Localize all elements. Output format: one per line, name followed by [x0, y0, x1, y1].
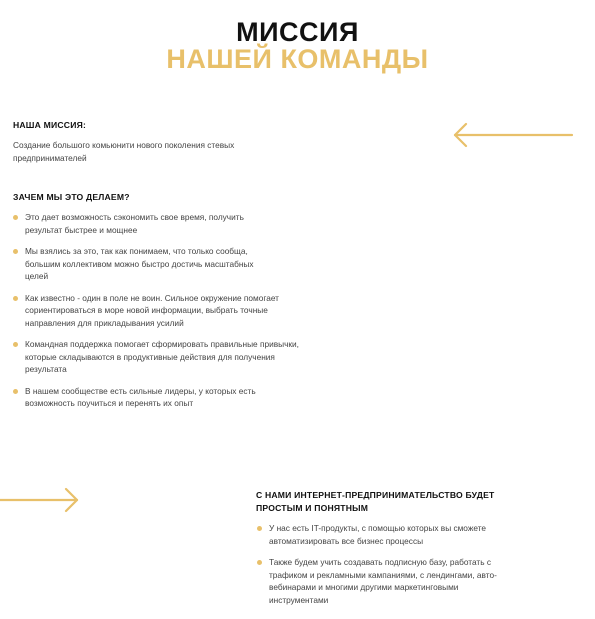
page-subtitle: НАШЕЙ КОМАНДЫ	[166, 44, 429, 74]
list-item-text: Также будем учить создавать подписную базу, работать с трафиком и рекламными кампаниями, с лендингами, авто-вебинарами и многими другими маркетинговыми инструментами	[269, 557, 497, 605]
arrow-right-icon	[0, 487, 80, 513]
promise-heading: С НАМИ ИНТЕРНЕТ-ПРЕДПРИНИМАТЕЛЬСТВО БУДЕТ ПРОСТЫМ И ПОНЯТНЫМ	[256, 490, 495, 513]
why-heading: ЗАЧЕМ МЫ ЭТО ДЕЛАЕМ?	[13, 192, 130, 202]
list-item-text: Мы взялись за это, так как понимаем, что только сообща, большим коллективом можно быстро достичь масштабных целей	[25, 246, 254, 281]
list-item-text: У нас есть IT-продукты, с помощью которых вы сможете автоматизировать все бизнес процессы	[269, 523, 487, 546]
bullet-dot-icon	[13, 342, 18, 347]
mission-heading: НАША МИССИЯ:	[13, 120, 87, 130]
arrow-left-icon	[452, 122, 574, 148]
bullet-dot-icon	[257, 526, 262, 531]
list-item-text: Это дает возможность сэкономить свое время, получить результат быстрее и мощнее	[25, 212, 244, 235]
list-item-text: В нашем сообществе есть сильные лидеры, у которых есть возможность поучиться и перенять их опыт	[25, 385, 256, 408]
bullet-dot-icon	[13, 215, 18, 220]
bullet-dot-icon	[13, 296, 18, 301]
list-item	[256, 522, 526, 547]
bullet-dot-icon	[257, 560, 262, 565]
list-item	[12, 292, 307, 330]
list-item	[12, 245, 267, 283]
list-item-text: Командная поддержка помогает сформировать правильные привычки, которые складываются в продуктивные действия для получения результата	[25, 339, 299, 374]
why-list	[12, 211, 317, 410]
bullet-dot-icon	[13, 389, 18, 394]
list-item	[12, 211, 260, 236]
promise-list	[256, 522, 526, 606]
list-item-text: Как известно - один в поле не воин. Сильное окружение помогает сориентироваться в море новой информации, выбрать точные направления для прикладывания усилий	[25, 292, 279, 328]
mission-text: Создание большого комьюнити нового поколения стевых предпринимателей	[13, 140, 235, 163]
page-title: МИССИЯ	[236, 17, 359, 47]
list-item	[256, 556, 508, 606]
bullet-dot-icon	[13, 249, 18, 254]
list-item	[12, 385, 282, 410]
list-item	[12, 338, 317, 376]
